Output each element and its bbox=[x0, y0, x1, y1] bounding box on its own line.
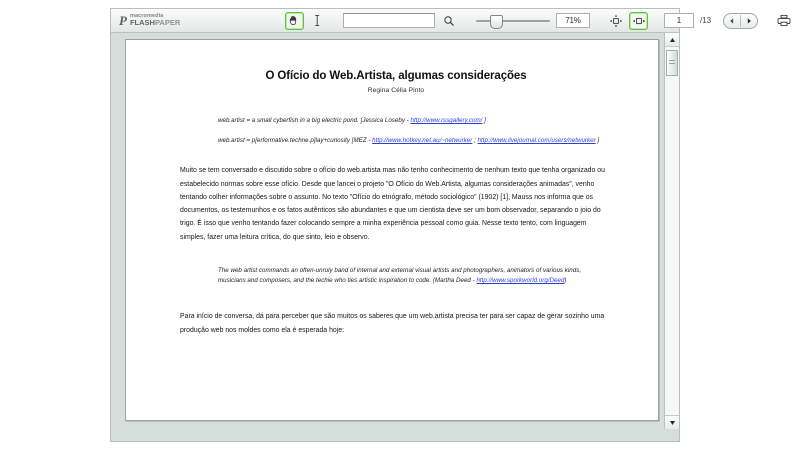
page-nav-pill bbox=[723, 13, 758, 29]
fit-width-button[interactable] bbox=[629, 12, 648, 30]
page-group bbox=[658, 10, 717, 32]
scroll-down-arrow-icon bbox=[669, 420, 676, 426]
print-button[interactable] bbox=[774, 12, 793, 30]
scroll-up-arrow-icon bbox=[669, 37, 676, 43]
previous-page-button[interactable] bbox=[724, 14, 740, 28]
zoom-slider[interactable] bbox=[474, 13, 552, 29]
quote1-text-after: ] bbox=[482, 117, 486, 124]
vertical-scrollbar[interactable] bbox=[664, 33, 679, 429]
brand-macromedia-text: macromedia bbox=[129, 12, 164, 19]
quote2-text-mid: ; bbox=[472, 137, 478, 145]
search-icon bbox=[443, 15, 455, 27]
next-page-button[interactable] bbox=[741, 14, 757, 28]
zoom-slider-track bbox=[476, 20, 550, 22]
scroll-up-button[interactable] bbox=[665, 33, 679, 47]
quote2-text-before: web.artist = p[erformative.techne.p]lay+curiosity [MEZ - bbox=[218, 137, 373, 145]
brand-flashpaper-text bbox=[130, 19, 180, 27]
scrollbar-thumb[interactable] bbox=[666, 50, 678, 76]
search-group bbox=[337, 10, 464, 32]
body-paragraph-1: Muito se tem conversado e discutido sobre o ofício do web.artista mas não tenho conhecimento de nenhum texto que tenha organizado ou estabelecido normas sobre esse ofício. Desde que lancei o projeto "O Ofício do Web.Artista, algumas considerações animadas", venho tentando colher informações sobre o assunto. No texto "Ofício do etnógrafo, método sociológico" (1902) [1], Mauss nos informa que os documentos, os testemunhos e os fatos autênticos são abundantes e que um cientista deve ser um bom observador, separando o joio do trigo. É isso que venho tentando fazer colocando sempre a minha experiência pessoal como guia. Nesse texto tento, com linguagem simples, fazer uma leitura crítica, do que sinto, leio e observo. bbox=[180, 167, 605, 241]
total-pages-label: /13 bbox=[700, 16, 712, 25]
hand-icon bbox=[288, 14, 301, 27]
scrollbar-track[interactable] bbox=[665, 47, 679, 415]
brand-flash-text: FLASH bbox=[129, 18, 155, 28]
output-group bbox=[768, 10, 800, 32]
quote2-link-2[interactable]: http://www.livejournal.com/users/netwurker bbox=[477, 137, 596, 145]
search-input[interactable] bbox=[343, 13, 435, 28]
epigraph-quote-1 bbox=[180, 116, 612, 126]
document-page[interactable] bbox=[125, 39, 659, 421]
quote2-link-1[interactable]: http://www.hotkey.net.au/~netwurker bbox=[372, 137, 473, 145]
quote3-text-after: ) bbox=[564, 277, 567, 285]
fit-page-button[interactable] bbox=[606, 12, 625, 30]
fit-group bbox=[600, 10, 654, 32]
text-select-tool-button[interactable] bbox=[308, 12, 327, 30]
page-nav-group bbox=[717, 10, 764, 32]
macromedia-flashpaper-logo bbox=[111, 14, 271, 27]
scrollbar-thumb-grip bbox=[669, 60, 675, 66]
fit-width-icon bbox=[632, 14, 646, 28]
quote1-link[interactable]: http://www.rssgallery.com/ bbox=[410, 117, 483, 124]
page-title: O Ofício do Web.Artista, algumas considerações bbox=[265, 70, 527, 82]
page-content bbox=[180, 70, 612, 341]
quote1-text-before: web.artist = a small cyberfish in a big electric pond. [Jessica Loseby - bbox=[218, 117, 411, 124]
viewer-toolbar bbox=[111, 9, 712, 33]
viewer-bottom-strip bbox=[111, 429, 679, 441]
document-area bbox=[111, 33, 679, 429]
current-page-input[interactable]: 1 bbox=[664, 13, 694, 28]
zoom-level-value[interactable]: 71% bbox=[556, 13, 590, 28]
tool-group bbox=[279, 10, 333, 32]
hand-tool-button[interactable] bbox=[285, 12, 304, 30]
print-icon bbox=[777, 14, 791, 27]
toolbar-controls bbox=[279, 9, 712, 32]
quote3-text-before: The web artist commands an often-unruly band of internal and external visual artists and photographers, animators of various kinds, musicians and composers, and the techie who ties artistic inspiration to code. (Martha Deed - bbox=[218, 266, 582, 285]
epigraph-quote-2 bbox=[180, 136, 612, 146]
text-cursor-icon bbox=[312, 14, 323, 27]
body-paragraph-2: Para início de conversa, dá para perceber que são muitos os saberes que um web.artista precisa ter para ser capaz de gerar sozinho uma produção web nos moldes como ela é esperada hoje: bbox=[180, 313, 605, 334]
zoom-group bbox=[468, 10, 596, 32]
next-page-icon bbox=[745, 17, 753, 25]
prev-page-icon bbox=[728, 17, 736, 25]
quote2-text-after: ] bbox=[595, 137, 600, 145]
flashpaper-viewer-window bbox=[110, 8, 712, 442]
epigraph-quote-3 bbox=[180, 266, 612, 286]
document-author: Regina Célia Pinto bbox=[367, 87, 425, 94]
scroll-down-button[interactable] bbox=[665, 415, 679, 429]
document-scroll-pane[interactable] bbox=[111, 33, 664, 429]
brand-wordmark bbox=[130, 14, 180, 27]
macromedia-p-icon: P bbox=[119, 13, 127, 28]
fit-page-icon bbox=[609, 14, 623, 28]
quote3-link[interactable]: http://www.sporkworld.org/Deed bbox=[476, 277, 565, 285]
search-button[interactable] bbox=[439, 12, 458, 30]
zoom-slider-thumb[interactable] bbox=[490, 15, 503, 29]
brand-paper-text: PAPER bbox=[154, 18, 181, 28]
